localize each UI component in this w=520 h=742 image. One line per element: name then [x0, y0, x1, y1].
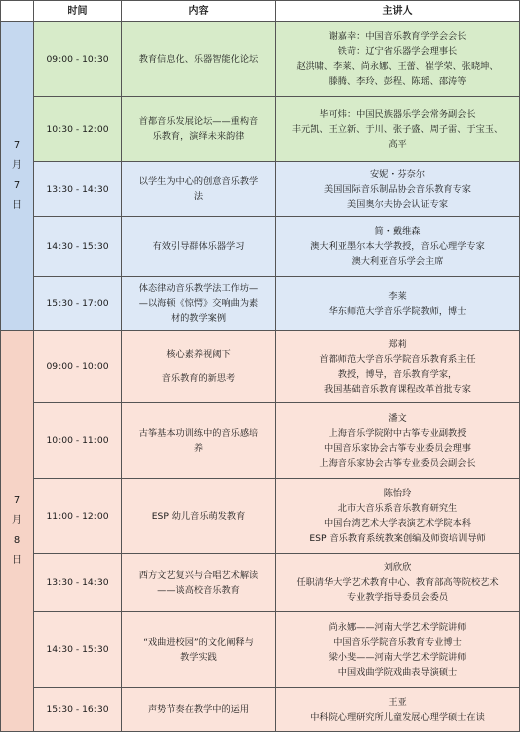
day1-date-cell: 7 月 7 日 — [1, 22, 34, 331]
header-row — [1, 1, 520, 22]
speaker-cell: 尚永娜——河南大学艺术学院讲师 中国音乐学院音乐教育专业博士 梁小斐——河南大学艺术学院讲师 中国戏曲学院戏曲表导演硕士 — [276, 612, 520, 688]
time-cell: 15:30 - 16:30 — [34, 688, 122, 732]
table-row — [1, 277, 520, 331]
table-row — [1, 97, 520, 162]
content-cell: ESP 幼儿音乐萌发教育 — [122, 479, 276, 554]
speaker-column-header: 主讲人 — [276, 1, 520, 22]
speaker-cell: 潘文 上海音乐学院附中古筝专业副教授 中国音乐家协会古筝专业委员会理事 上海音乐家协会古筝专业委员会副会长 — [276, 403, 520, 479]
speaker-cell: 李莱 华东师范大学音乐学院教师，博士 — [276, 277, 520, 331]
content-cell: 西方文艺复兴与合唱艺术解读 ——谈高校音乐教育 — [122, 554, 276, 612]
table-row — [1, 331, 520, 403]
content-cell: 古筝基本功训练中的音乐感培 养 — [122, 403, 276, 479]
content-cell: 以学生为中心的创意音乐教学 法 — [122, 162, 276, 217]
table-row — [1, 612, 520, 688]
table-row — [1, 22, 520, 97]
speaker-cell: 刘欣欣 任职清华大学艺术教育中心、教育部高等院校艺术 专业教学指导委员会委员 — [276, 554, 520, 612]
table-row — [1, 688, 520, 732]
content-cell: 核心素养视阈下 音乐教育的新思考 — [122, 331, 276, 403]
time-cell: 09:00 - 10:00 — [34, 331, 122, 403]
content-cell: 体态律动音乐教学法工作坊— —以海顿《惊愕》交响曲为素 材的教学案例 — [122, 277, 276, 331]
speaker-cell: 简・戴维森 澳大利亚墨尔本大学教授，音乐心理学专家 澳大利亚音乐学会主席 — [276, 217, 520, 277]
content-cell: 声势节奏在教学中的运用 — [122, 688, 276, 732]
content-cell: 教育信息化、乐器智能化论坛 — [122, 22, 276, 97]
table-row — [1, 217, 520, 277]
time-cell: 10:00 - 11:00 — [34, 403, 122, 479]
speaker-cell: 谢嘉幸：中国音乐教育学学会会长 铁苛：辽宁省乐器学会理事长 赵洪啸、李莱、尚永娜、王蕾、崔学荣、张晓坤、 滕腾、李玲、彭程、陈瑶、邵涛等 — [276, 22, 520, 97]
content-column-header: 内容 — [122, 1, 276, 22]
content-cell: “戏曲进校园”的文化阐释与 教学实践 — [122, 612, 276, 688]
content-cell: 有效引导群体乐器学习 — [122, 217, 276, 277]
time-cell: 14:30 - 15:30 — [34, 217, 122, 277]
table-row — [1, 554, 520, 612]
speaker-cell: 毕可炜：中国民族器乐学会常务副会长 丰元凯、王立新、于川、张子盛、周子雷、于宝玉、 高平 — [276, 97, 520, 162]
day2-date-cell: 7 月 8 日 — [1, 331, 34, 732]
table-row — [1, 403, 520, 479]
time-cell: 11:00 - 12:00 — [34, 479, 122, 554]
date-column-header — [1, 1, 34, 22]
speaker-cell: 郑莉 首都师范大学音乐学院音乐教育系主任 教授，博导，音乐教育学家， 我国基础音乐教育课程改革首批专家 — [276, 331, 520, 403]
speaker-cell: 安妮・芬奈尔 美国国际音乐制品协会音乐教育专家 美国奥尔夫协会认证专家 — [276, 162, 520, 217]
time-column-header: 时间 — [34, 1, 122, 22]
speaker-cell: 陈怡玲 北市大音乐系音乐教育研究生 中国台湾艺术大学表演艺术学院本科 ESP 音乐教育系统教案创编及师资培训导师 — [276, 479, 520, 554]
time-cell: 13:30 - 14:30 — [34, 554, 122, 612]
table-row — [1, 479, 520, 554]
time-cell: 14:30 - 15:30 — [34, 612, 122, 688]
time-cell: 13:30 - 14:30 — [34, 162, 122, 217]
time-cell: 15:30 - 17:00 — [34, 277, 122, 331]
time-cell: 09:00 - 10:30 — [34, 22, 122, 97]
speaker-cell: 王亚 中科院心理研究所儿童发展心理学硕士在读 — [276, 688, 520, 732]
content-cell: 首都音乐发展论坛——重构音 乐教育，演绎未来韵律 — [122, 97, 276, 162]
table-row — [1, 162, 520, 217]
time-cell: 10:30 - 12:00 — [34, 97, 122, 162]
